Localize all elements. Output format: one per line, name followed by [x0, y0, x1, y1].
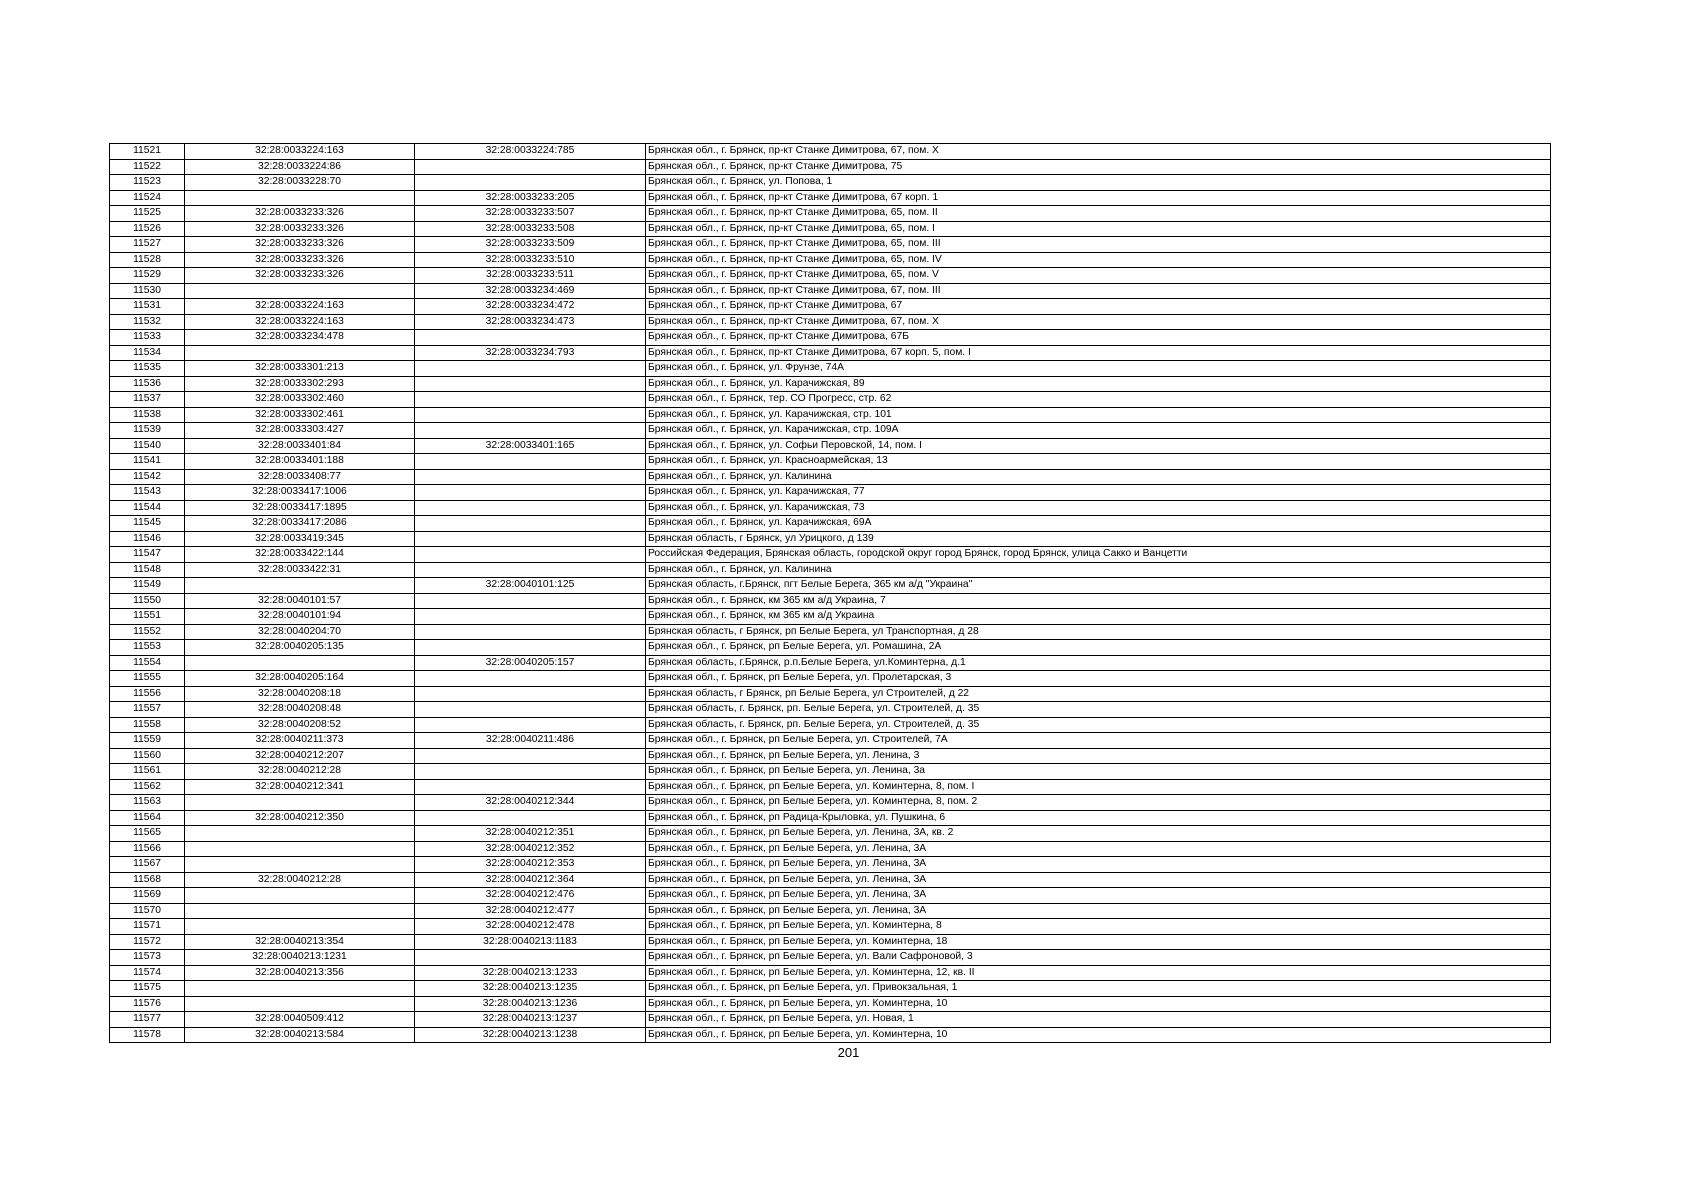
table-row: [110, 531, 1551, 547]
address-cell: Брянская обл., г. Брянск, пр-кт Станке Димитрова, 67, пом. X: [646, 314, 1551, 330]
address-cell: Брянская обл., г. Брянск, рп Белые Берега, ул. Ромашина, 2А: [646, 640, 1551, 656]
cadastral-number-parcel-cell: 32:28:0033401:84: [185, 438, 415, 454]
row-number-cell: 11557: [110, 702, 185, 718]
table-row: [110, 919, 1551, 935]
cadastral-number-parcel-cell: 32:28:0040509:412: [185, 1012, 415, 1028]
table-row: [110, 485, 1551, 501]
cadastral-number-parcel-cell: [185, 996, 415, 1012]
row-number-cell: 11563: [110, 795, 185, 811]
address-cell: Брянская обл., г. Брянск, пр-кт Станке Димитрова, 67: [646, 299, 1551, 315]
cadastral-number-parcel-cell: 32:28:0040213:354: [185, 934, 415, 950]
address-cell: Брянская область, г.Брянск, пгт Белые Берега, 365 км а/д "Украина": [646, 578, 1551, 594]
cadastral-number-object-cell: [415, 950, 646, 966]
table-row: [110, 934, 1551, 950]
cadastral-number-parcel-cell: [185, 283, 415, 299]
row-number-cell: 11571: [110, 919, 185, 935]
address-cell: Брянская область, г Брянск, ул Урицкого, д 139: [646, 531, 1551, 547]
address-cell: Брянская обл., г. Брянск, ул. Карачижская, 77: [646, 485, 1551, 501]
registry-table: [109, 143, 1551, 1043]
address-cell: Брянская обл., г. Брянск, пр-кт Станке Димитрова, 67, пом. X: [646, 144, 1551, 160]
row-number-cell: 11543: [110, 485, 185, 501]
cadastral-number-object-cell: 32:28:0040213:1237: [415, 1012, 646, 1028]
table-row: [110, 996, 1551, 1012]
cadastral-number-object-cell: [415, 531, 646, 547]
table-row: [110, 1027, 1551, 1043]
address-cell: Брянская обл., г. Брянск, рп Белые Берега, ул. Коминтерна, 8, пом. I: [646, 779, 1551, 795]
address-cell: Брянская обл., г. Брянск, рп Белые Берега, ул. Ленина, 3: [646, 748, 1551, 764]
row-number-cell: 11569: [110, 888, 185, 904]
row-number-cell: 11550: [110, 593, 185, 609]
table-row: [110, 671, 1551, 687]
row-number-cell: 11553: [110, 640, 185, 656]
cadastral-number-parcel-cell: [185, 190, 415, 206]
cadastral-number-object-cell: 32:28:0040101:125: [415, 578, 646, 594]
address-cell: Брянская область, г.Брянск, р.п.Белые Берега, ул.Коминтерна, д.1: [646, 655, 1551, 671]
table-row: [110, 252, 1551, 268]
cadastral-number-parcel-cell: 32:28:0040205:135: [185, 640, 415, 656]
cadastral-number-parcel-cell: 32:28:0033301:213: [185, 361, 415, 377]
address-cell: Брянская обл., г. Брянск, км 365 км а/д Украина, 7: [646, 593, 1551, 609]
table-row: [110, 376, 1551, 392]
address-cell: Брянская обл., г. Брянск, ул. Красноармейская, 13: [646, 454, 1551, 470]
table-row: [110, 593, 1551, 609]
row-number-cell: 11566: [110, 841, 185, 857]
row-number-cell: 11535: [110, 361, 185, 377]
row-number-cell: 11536: [110, 376, 185, 392]
cadastral-number-object-cell: [415, 392, 646, 408]
row-number-cell: 11559: [110, 733, 185, 749]
cadastral-number-object-cell: [415, 609, 646, 625]
table-row: [110, 640, 1551, 656]
table-row: [110, 516, 1551, 532]
cadastral-number-parcel-cell: [185, 888, 415, 904]
cadastral-number-object-cell: 32:28:0033233:511: [415, 268, 646, 284]
table-row: [110, 392, 1551, 408]
table-row: [110, 361, 1551, 377]
cadastral-number-parcel-cell: 32:28:0033408:77: [185, 469, 415, 485]
address-cell: Брянская обл., г. Брянск, рп Белые Берега, ул. Пролетарская, 3: [646, 671, 1551, 687]
cadastral-number-parcel-cell: 32:28:0033224:163: [185, 314, 415, 330]
cadastral-number-object-cell: 32:28:0040205:157: [415, 655, 646, 671]
table-row: [110, 268, 1551, 284]
cadastral-number-object-cell: [415, 671, 646, 687]
row-number-cell: 11574: [110, 965, 185, 981]
row-number-cell: 11545: [110, 516, 185, 532]
cadastral-number-parcel-cell: 32:28:0033303:427: [185, 423, 415, 439]
cadastral-number-parcel-cell: [185, 795, 415, 811]
table-row: [110, 857, 1551, 873]
cadastral-number-parcel-cell: 32:28:0040213:1231: [185, 950, 415, 966]
address-cell: Брянская обл., г. Брянск, ул. Карачижская, стр. 101: [646, 407, 1551, 423]
cadastral-number-object-cell: 32:28:0033234:793: [415, 345, 646, 361]
cadastral-number-object-cell: [415, 376, 646, 392]
address-cell: Брянская обл., г. Брянск, пр-кт Станке Димитрова, 75: [646, 159, 1551, 175]
address-cell: Брянская обл., г. Брянск, рп Белые Берега, ул. Ленина, 3А: [646, 872, 1551, 888]
address-cell: Российская Федерация, Брянская область, городской округ город Брянск, город Брянск, улица Сакко и Ванцетти: [646, 547, 1551, 563]
cadastral-number-object-cell: [415, 810, 646, 826]
row-number-cell: 11554: [110, 655, 185, 671]
row-number-cell: 11575: [110, 981, 185, 997]
address-cell: Брянская обл., г. Брянск, рп Белые Берега, ул. Ленина, 3а: [646, 764, 1551, 780]
row-number-cell: 11568: [110, 872, 185, 888]
table-row: [110, 841, 1551, 857]
cadastral-number-object-cell: [415, 330, 646, 346]
table-row: [110, 748, 1551, 764]
cadastral-number-parcel-cell: 32:28:0033417:1895: [185, 500, 415, 516]
cadastral-number-object-cell: 32:28:0040213:1233: [415, 965, 646, 981]
cadastral-number-object-cell: 32:28:0040212:477: [415, 903, 646, 919]
row-number-cell: 11578: [110, 1027, 185, 1043]
address-cell: Брянская обл., г. Брянск, рп Белые Берега, ул. Коминтерна, 10: [646, 1027, 1551, 1043]
row-number-cell: 11525: [110, 206, 185, 222]
cadastral-number-parcel-cell: [185, 981, 415, 997]
cadastral-number-object-cell: 32:28:0033233:510: [415, 252, 646, 268]
cadastral-number-object-cell: [415, 485, 646, 501]
row-number-cell: 11537: [110, 392, 185, 408]
cadastral-number-object-cell: 32:28:0033401:165: [415, 438, 646, 454]
cadastral-number-parcel-cell: 32:28:0033401:188: [185, 454, 415, 470]
cadastral-number-object-cell: 32:28:0040211:486: [415, 733, 646, 749]
table-row: [110, 547, 1551, 563]
table-row: [110, 206, 1551, 222]
address-cell: Брянская обл., г. Брянск, рп Белые Берега, ул. Ленина, 3А: [646, 841, 1551, 857]
cadastral-number-object-cell: 32:28:0040212:344: [415, 795, 646, 811]
row-number-cell: 11551: [110, 609, 185, 625]
cadastral-number-parcel-cell: 32:28:0040208:18: [185, 686, 415, 702]
row-number-cell: 11555: [110, 671, 185, 687]
row-number-cell: 11565: [110, 826, 185, 842]
address-cell: Брянская обл., г. Брянск, рп Белые Берега, ул. Коминтерна, 10: [646, 996, 1551, 1012]
address-cell: Брянская обл., г. Брянск, рп Белые Берега, ул. Ленина, 3А, кв. 2: [646, 826, 1551, 842]
cadastral-number-parcel-cell: [185, 578, 415, 594]
row-number-cell: 11526: [110, 221, 185, 237]
address-cell: Брянская обл., г. Брянск, ул. Калинина: [646, 562, 1551, 578]
row-number-cell: 11522: [110, 159, 185, 175]
cadastral-number-object-cell: [415, 562, 646, 578]
address-cell: Брянская обл., г. Брянск, км 365 км а/д Украина: [646, 609, 1551, 625]
cadastral-number-parcel-cell: 32:28:0033417:2086: [185, 516, 415, 532]
cadastral-number-object-cell: 32:28:0033233:205: [415, 190, 646, 206]
table-row: [110, 810, 1551, 826]
cadastral-number-parcel-cell: 32:28:0040101:57: [185, 593, 415, 609]
cadastral-number-parcel-cell: 32:28:0040213:356: [185, 965, 415, 981]
cadastral-number-object-cell: 32:28:0033234:469: [415, 283, 646, 299]
table-row: [110, 438, 1551, 454]
cadastral-number-object-cell: 32:28:0040212:351: [415, 826, 646, 842]
table-row: [110, 407, 1551, 423]
address-cell: Брянская область, г Брянск, рп Белые Берега, ул Строителей, д 22: [646, 686, 1551, 702]
row-number-cell: 11544: [110, 500, 185, 516]
cadastral-number-object-cell: [415, 423, 646, 439]
row-number-cell: 11546: [110, 531, 185, 547]
cadastral-number-parcel-cell: 32:28:0033302:461: [185, 407, 415, 423]
address-cell: Брянская обл., г. Брянск, рп Радица-Крыловка, ул. Пушкина, 6: [646, 810, 1551, 826]
row-number-cell: 11540: [110, 438, 185, 454]
address-cell: Брянская обл., г. Брянск, ул. Карачижская, стр. 109А: [646, 423, 1551, 439]
table-row: [110, 330, 1551, 346]
cadastral-number-parcel-cell: [185, 345, 415, 361]
cadastral-number-object-cell: 32:28:0040213:1235: [415, 981, 646, 997]
table-row: [110, 283, 1551, 299]
address-cell: Брянская область, г. Брянск, рп. Белые Берега, ул. Строителей, д. 35: [646, 702, 1551, 718]
cadastral-number-parcel-cell: 32:28:0040211:373: [185, 733, 415, 749]
table-row: [110, 624, 1551, 640]
table-row: [110, 965, 1551, 981]
table-row: [110, 981, 1551, 997]
table-row: [110, 702, 1551, 718]
table-row: [110, 888, 1551, 904]
row-number-cell: 11521: [110, 144, 185, 160]
table-row: [110, 950, 1551, 966]
row-number-cell: 11567: [110, 857, 185, 873]
table-row: [110, 717, 1551, 733]
cadastral-number-object-cell: [415, 593, 646, 609]
cadastral-number-parcel-cell: 32:28:0040212:350: [185, 810, 415, 826]
row-number-cell: 11548: [110, 562, 185, 578]
cadastral-number-parcel-cell: 32:28:0033228:70: [185, 175, 415, 191]
address-cell: Брянская область, г. Брянск, рп. Белые Берега, ул. Строителей, д. 35: [646, 717, 1551, 733]
table-row: [110, 175, 1551, 191]
table-row: [110, 423, 1551, 439]
table-row: [110, 655, 1551, 671]
cadastral-number-parcel-cell: 32:28:0033417:1006: [185, 485, 415, 501]
row-number-cell: 11533: [110, 330, 185, 346]
table-row: [110, 795, 1551, 811]
address-cell: Брянская обл., г. Брянск, рп Белые Берега, ул. Коминтерна, 8: [646, 919, 1551, 935]
address-cell: Брянская обл., г. Брянск, рп Белые Берега, ул. Коминтерна, 12, кв. II: [646, 965, 1551, 981]
cadastral-number-parcel-cell: 32:28:0033302:293: [185, 376, 415, 392]
cadastral-number-object-cell: 32:28:0040213:1183: [415, 934, 646, 950]
row-number-cell: 11561: [110, 764, 185, 780]
cadastral-number-parcel-cell: 32:28:0040205:164: [185, 671, 415, 687]
cadastral-number-object-cell: [415, 361, 646, 377]
address-cell: Брянская обл., г. Брянск, рп Белые Берега, ул. Ленина, 3А: [646, 903, 1551, 919]
row-number-cell: 11532: [110, 314, 185, 330]
cadastral-number-parcel-cell: [185, 826, 415, 842]
cadastral-number-parcel-cell: 32:28:0040208:52: [185, 717, 415, 733]
cadastral-number-parcel-cell: [185, 857, 415, 873]
cadastral-number-object-cell: [415, 547, 646, 563]
table-row: [110, 299, 1551, 315]
row-number-cell: 11573: [110, 950, 185, 966]
cadastral-number-object-cell: [415, 686, 646, 702]
address-cell: Брянская обл., г. Брянск, рп Белые Берега, ул. Ленина, 3А: [646, 857, 1551, 873]
cadastral-number-object-cell: [415, 407, 646, 423]
row-number-cell: 11560: [110, 748, 185, 764]
cadastral-number-parcel-cell: 32:28:0033224:163: [185, 144, 415, 160]
cadastral-number-parcel-cell: 32:28:0033233:326: [185, 206, 415, 222]
table-row: [110, 469, 1551, 485]
row-number-cell: 11558: [110, 717, 185, 733]
cadastral-number-object-cell: 32:28:0040213:1236: [415, 996, 646, 1012]
row-number-cell: 11564: [110, 810, 185, 826]
cadastral-number-parcel-cell: 32:28:0040212:207: [185, 748, 415, 764]
address-cell: Брянская обл., г. Брянск, рп Белые Берега, ул. Строителей, 7А: [646, 733, 1551, 749]
cadastral-number-object-cell: 32:28:0033234:473: [415, 314, 646, 330]
row-number-cell: 11523: [110, 175, 185, 191]
address-cell: Брянская обл., г. Брянск, пр-кт Станке Димитрова, 67 корп. 1: [646, 190, 1551, 206]
address-cell: Брянская обл., г. Брянск, ул. Карачижская, 69А: [646, 516, 1551, 532]
cadastral-number-parcel-cell: 32:28:0040101:94: [185, 609, 415, 625]
cadastral-number-object-cell: [415, 717, 646, 733]
address-cell: Брянская обл., г. Брянск, пр-кт Станке Димитрова, 65, пом. IV: [646, 252, 1551, 268]
cadastral-number-object-cell: 32:28:0033233:508: [415, 221, 646, 237]
table-row: [110, 903, 1551, 919]
address-cell: Брянская обл., г. Брянск, рп Белые Берега, ул. Коминтерна, 8, пом. 2: [646, 795, 1551, 811]
cadastral-number-object-cell: [415, 469, 646, 485]
cadastral-number-object-cell: 32:28:0040212:364: [415, 872, 646, 888]
address-cell: Брянская обл., г. Брянск, пр-кт Станке Димитрова, 65, пом. II: [646, 206, 1551, 222]
cadastral-number-parcel-cell: 32:28:0040208:48: [185, 702, 415, 718]
address-cell: Брянская обл., г. Брянск, ул. Фрунзе, 74А: [646, 361, 1551, 377]
address-cell: Брянская обл., г. Брянск, ул. Карачижская, 89: [646, 376, 1551, 392]
page-number: 201: [837, 1045, 860, 1060]
table-row: [110, 237, 1551, 253]
cadastral-number-parcel-cell: 32:28:0040213:584: [185, 1027, 415, 1043]
cadastral-number-object-cell: [415, 764, 646, 780]
table-row: [110, 733, 1551, 749]
cadastral-number-object-cell: [415, 454, 646, 470]
cadastral-number-parcel-cell: 32:28:0033422:31: [185, 562, 415, 578]
address-cell: Брянская обл., г. Брянск, пр-кт Станке Димитрова, 65, пом. III: [646, 237, 1551, 253]
cadastral-number-parcel-cell: 32:28:0040212:28: [185, 764, 415, 780]
address-cell: Брянская обл., г. Брянск, ул. Карачижская, 73: [646, 500, 1551, 516]
table-row: [110, 159, 1551, 175]
row-number-cell: 11541: [110, 454, 185, 470]
row-number-cell: 11549: [110, 578, 185, 594]
address-cell: Брянская обл., г. Брянск, пр-кт Станке Димитрова, 65, пом. V: [646, 268, 1551, 284]
cadastral-number-object-cell: 32:28:0040212:478: [415, 919, 646, 935]
table-row: [110, 221, 1551, 237]
row-number-cell: 11527: [110, 237, 185, 253]
row-number-cell: 11538: [110, 407, 185, 423]
cadastral-number-object-cell: [415, 748, 646, 764]
cadastral-number-object-cell: 32:28:0040213:1238: [415, 1027, 646, 1043]
cadastral-number-parcel-cell: 32:28:0040212:341: [185, 779, 415, 795]
table-row: [110, 190, 1551, 206]
cadastral-number-object-cell: [415, 516, 646, 532]
cadastral-number-parcel-cell: [185, 655, 415, 671]
cadastral-number-parcel-cell: 32:28:0033234:478: [185, 330, 415, 346]
row-number-cell: 11534: [110, 345, 185, 361]
cadastral-number-object-cell: 32:28:0033224:785: [415, 144, 646, 160]
cadastral-number-parcel-cell: 32:28:0033233:326: [185, 268, 415, 284]
table-row: [110, 764, 1551, 780]
cadastral-number-object-cell: [415, 640, 646, 656]
cadastral-number-parcel-cell: [185, 903, 415, 919]
cadastral-number-object-cell: 32:28:0040212:353: [415, 857, 646, 873]
address-cell: Брянская область, г Брянск, рп Белые Берега, ул Транспортная, д 28: [646, 624, 1551, 640]
address-cell: Брянская обл., г. Брянск, ул. Калинина: [646, 469, 1551, 485]
row-number-cell: 11547: [110, 547, 185, 563]
table-row: [110, 144, 1551, 160]
row-number-cell: 11530: [110, 283, 185, 299]
address-cell: Брянская обл., г. Брянск, рп Белые Берега, ул. Привокзальная, 1: [646, 981, 1551, 997]
address-cell: Брянская обл., г. Брянск, пр-кт Станке Димитрова, 67 корп. 5, пом. I: [646, 345, 1551, 361]
cadastral-number-object-cell: 32:28:0033234:472: [415, 299, 646, 315]
row-number-cell: 11542: [110, 469, 185, 485]
address-cell: Брянская обл., г. Брянск, ул. Попова, 1: [646, 175, 1551, 191]
row-number-cell: 11552: [110, 624, 185, 640]
table-row: [110, 609, 1551, 625]
row-number-cell: 11524: [110, 190, 185, 206]
row-number-cell: 11570: [110, 903, 185, 919]
row-number-cell: 11572: [110, 934, 185, 950]
cadastral-number-parcel-cell: 32:28:0033233:326: [185, 252, 415, 268]
cadastral-number-parcel-cell: [185, 841, 415, 857]
table-row: [110, 1012, 1551, 1028]
cadastral-number-parcel-cell: 32:28:0033302:460: [185, 392, 415, 408]
cadastral-number-parcel-cell: 32:28:0033233:326: [185, 221, 415, 237]
cadastral-number-object-cell: 32:28:0040212:476: [415, 888, 646, 904]
table-row: [110, 454, 1551, 470]
table-row: [110, 345, 1551, 361]
address-cell: Брянская обл., г. Брянск, ул. Софьи Перовской, 14, пом. I: [646, 438, 1551, 454]
address-cell: Брянская обл., г. Брянск, рп Белые Берега, ул. Новая, 1: [646, 1012, 1551, 1028]
cadastral-number-parcel-cell: [185, 919, 415, 935]
address-cell: Брянская обл., г. Брянск, пр-кт Станке Димитрова, 67, пом. III: [646, 283, 1551, 299]
cadastral-number-object-cell: 32:28:0040212:352: [415, 841, 646, 857]
cadastral-number-parcel-cell: 32:28:0033224:86: [185, 159, 415, 175]
address-cell: Брянская обл., г. Брянск, рп Белые Берега, ул. Ленина, 3А: [646, 888, 1551, 904]
cadastral-number-object-cell: [415, 779, 646, 795]
cadastral-number-parcel-cell: 32:28:0033224:163: [185, 299, 415, 315]
cadastral-number-object-cell: [415, 624, 646, 640]
cadastral-number-object-cell: 32:28:0033233:507: [415, 206, 646, 222]
row-number-cell: 11531: [110, 299, 185, 315]
row-number-cell: 11556: [110, 686, 185, 702]
table-row: [110, 686, 1551, 702]
table-row: [110, 500, 1551, 516]
address-cell: Брянская обл., г. Брянск, тер. СО Прогресс, стр. 62: [646, 392, 1551, 408]
table-row: [110, 826, 1551, 842]
cadastral-number-parcel-cell: 32:28:0033419:345: [185, 531, 415, 547]
cadastral-number-parcel-cell: 32:28:0040204:70: [185, 624, 415, 640]
table-row: [110, 779, 1551, 795]
cadastral-number-object-cell: [415, 702, 646, 718]
cadastral-number-parcel-cell: 32:28:0033422:144: [185, 547, 415, 563]
address-cell: Брянская обл., г. Брянск, рп Белые Берега, ул. Коминтерна, 18: [646, 934, 1551, 950]
cadastral-number-object-cell: [415, 500, 646, 516]
cadastral-number-object-cell: [415, 175, 646, 191]
table-row: [110, 578, 1551, 594]
cadastral-number-parcel-cell: 32:28:0040212:28: [185, 872, 415, 888]
row-number-cell: 11529: [110, 268, 185, 284]
address-cell: Брянская обл., г. Брянск, пр-кт Станке Димитрова, 67Б: [646, 330, 1551, 346]
row-number-cell: 11562: [110, 779, 185, 795]
registry-table-body: [110, 144, 1551, 1043]
cadastral-number-object-cell: [415, 159, 646, 175]
row-number-cell: 11576: [110, 996, 185, 1012]
table-row: [110, 314, 1551, 330]
address-cell: Брянская обл., г. Брянск, пр-кт Станке Димитрова, 65, пом. I: [646, 221, 1551, 237]
address-cell: Брянская обл., г. Брянск, рп Белые Берега, ул. Вали Сафроновой, 3: [646, 950, 1551, 966]
cadastral-number-object-cell: 32:28:0033233:509: [415, 237, 646, 253]
row-number-cell: 11577: [110, 1012, 185, 1028]
cadastral-number-parcel-cell: 32:28:0033233:326: [185, 237, 415, 253]
table-row: [110, 872, 1551, 888]
table-row: [110, 562, 1551, 578]
row-number-cell: 11528: [110, 252, 185, 268]
row-number-cell: 11539: [110, 423, 185, 439]
